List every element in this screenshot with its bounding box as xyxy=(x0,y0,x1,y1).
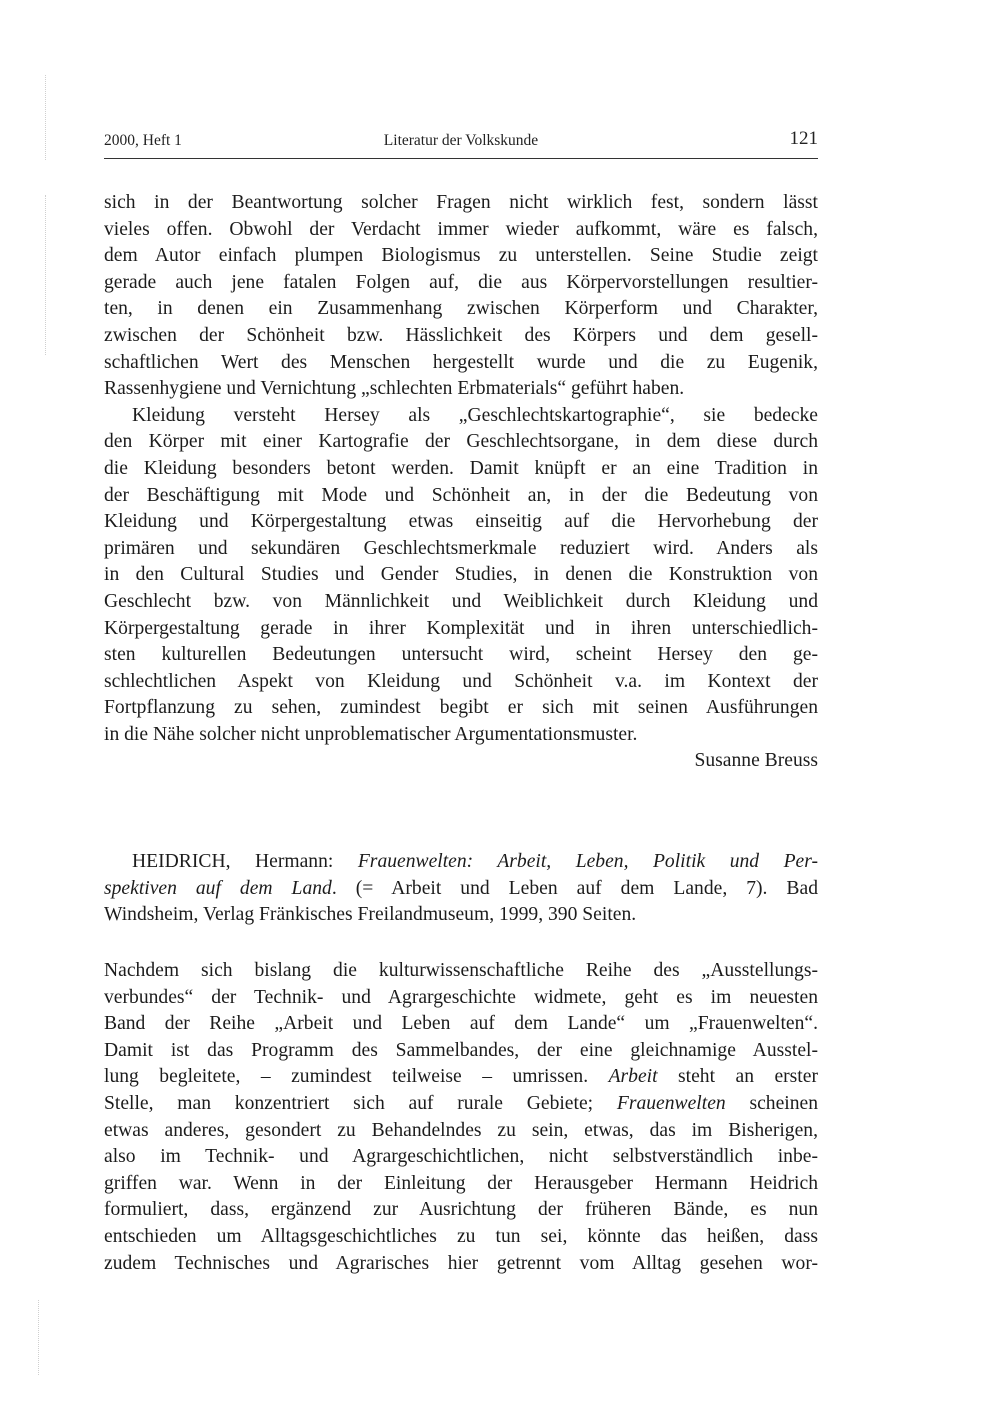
text-line: primären und sekundären Geschlechtsmerkmale reduziert wird. Anders als xyxy=(104,537,818,559)
text-line: griffen war. Wenn in der Einleitung der Herausgeber Hermann Heidrich xyxy=(104,1172,818,1194)
review-hersey-continuation xyxy=(104,190,818,775)
text-line xyxy=(104,1091,818,1118)
text-line: verbundes“ der Technik- und Agrargeschichte widmete, geht es im neuesten xyxy=(104,986,818,1008)
text-line: Fortpflanzung zu sehen, zumindest begibt er sich mit seinen Ausführungen xyxy=(104,697,818,719)
text-line: schlechtlichen Aspekt von Kleidung und Schönheit v.a. im Kontext der xyxy=(104,670,818,692)
page-number: 121 xyxy=(789,128,818,149)
text-line: zwischen der Schönheit bzw. Hässlichkeit des Körpers und dem gesell- xyxy=(104,324,818,346)
text-line: ten, in denen ein Zusammenhang zwischen Körperform und Charakter, xyxy=(104,298,818,320)
text-line: Geschlecht bzw. von Männlichkeit und Weiblichkeit durch Kleidung und xyxy=(104,590,818,612)
text-line: Band der Reihe „Arbeit und Leben auf dem Lande“ um „Frauenwelten“. xyxy=(104,1013,818,1035)
paragraph xyxy=(104,403,818,749)
text-line: also im Technik- und Agrargeschichtlichen, nicht selbstverständlich inbe- xyxy=(104,1146,818,1168)
text-line: Rassenhygiene und Vernichtung „schlechten Erbmaterials“ geführt haben. xyxy=(104,378,685,400)
citation-author: HEIDRICH, Hermann: xyxy=(132,851,358,872)
text-run: Stelle, man konzentriert sich auf rurale Gebiete; xyxy=(104,1092,617,1114)
text-run: steht an erster xyxy=(657,1066,818,1088)
text-line: Kleidung und Körpergestaltung etwas einseitig auf die Hervorhebung der xyxy=(104,511,818,533)
emphasis: Arbeit xyxy=(608,1066,658,1088)
scan-margin-mark xyxy=(38,1300,39,1375)
review-heidrich-citation xyxy=(104,849,818,929)
running-head xyxy=(104,128,818,154)
text-line: sich in der Beantwortung solcher Fragen nicht wirklich fest, sondern lässt xyxy=(104,192,818,213)
paragraph xyxy=(104,190,818,403)
citation-line xyxy=(104,876,818,903)
text-line: gerade auch jene fatalen Folgen auf, die aus Körpervorstellungen resultier- xyxy=(104,271,818,293)
text-run: scheinen xyxy=(725,1092,818,1114)
citation-title: Frauenwelten: Arbeit, Leben, Politik und Per- xyxy=(357,851,818,872)
text-line: entschieden um Alltagsgeschichtliches zu tun sei, könnte das heißen, dass xyxy=(104,1225,818,1247)
text-line: dem Autor einfach plumpen Biologismus zu unterstellen. Seine Studie zeigt xyxy=(104,245,818,267)
scan-margin-mark xyxy=(45,75,46,160)
text-line xyxy=(104,1064,818,1091)
text-line: in den Cultural Studies und Gender Studies, in denen die Konstruktion von xyxy=(104,564,818,586)
text-line: Kleidung versteht Hersey als „Geschlechtskartographie“, sie bedecke xyxy=(132,404,818,426)
text-line: schaftlichen Wert des Menschen hergestellt wurde und die zu Eugenik, xyxy=(104,351,818,373)
header-rule xyxy=(104,158,818,159)
citation-line xyxy=(104,849,818,876)
scan-margin-mark xyxy=(45,195,46,355)
text-line: die Kleidung besonders betont werden. Damit knüpft er an eine Tradition in xyxy=(104,457,818,479)
text-run: lung begleitete, – zumindest teilweise – umrissen. xyxy=(104,1066,609,1088)
text-line: Damit ist das Programm des Sammelbandes, der eine gleichnamige Ausstel- xyxy=(104,1039,818,1061)
text-line: formuliert, dass, ergänzend zur Ausrichtung der früheren Bände, es nun xyxy=(104,1199,818,1221)
text-line: etwas anderes, gesondert zu Behandelndes zu sein, etwas, das im Bisherigen, xyxy=(104,1119,818,1141)
text-line: Körpergestaltung gerade in ihrer Komplexität und in ihren unterschiedlich- xyxy=(104,617,818,639)
section-title: Literatur der Volkskunde xyxy=(383,132,539,149)
emphasis: Frauenwelten xyxy=(616,1092,726,1114)
reviewer-signature: Susanne Breuss xyxy=(694,750,818,772)
text-line: in die Nähe solcher nicht unproblematischer Argumentationsmuster. xyxy=(104,723,638,745)
text-line: den Körper mit einer Kartografie der Geschlechtsorgane, in dem diese durch xyxy=(104,431,818,453)
text-line: vieles offen. Obwohl der Verdacht immer wieder aufkommt, wäre es falsch, xyxy=(104,218,818,240)
citation-title: spektiven auf dem Land xyxy=(104,877,332,899)
text-line: sten kulturellen Bedeutungen untersucht wird, scheint Hersey den ge- xyxy=(104,644,818,666)
text-line: der Beschäftigung mit Mode und Schönheit an, in der die Bedeutung von xyxy=(104,484,818,506)
text-line: zudem Technisches und Agrarisches hier getrennt vom Alltag gesehen wor- xyxy=(104,1252,818,1274)
text-line: Nachdem sich bislang die kulturwissenschaftliche Reihe des „Ausstellungs- xyxy=(104,960,818,981)
review-heidrich-body xyxy=(104,958,818,1277)
citation-series: . (= Arbeit und Leben auf dem Lande, 7). Bad xyxy=(331,877,818,899)
journal-issue: 2000, Heft 1 xyxy=(104,132,182,149)
citation-publisher: Windsheim, Verlag Fränkisches Freilandmuseum, 1999, 390 Seiten. xyxy=(104,904,637,926)
